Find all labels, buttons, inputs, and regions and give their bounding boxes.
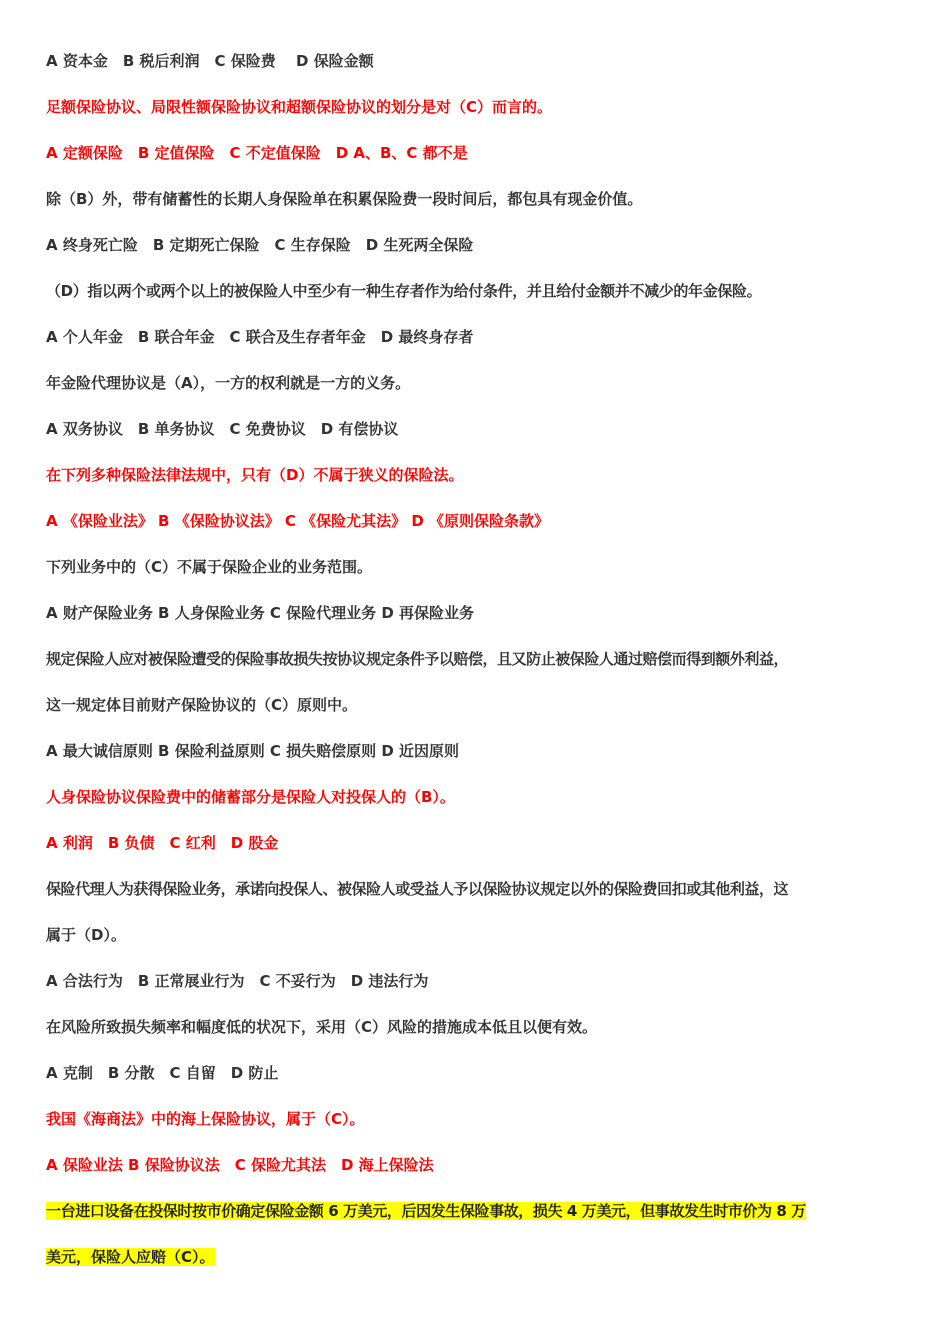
question-stem: 人身保险协议保险费中的储蓄部分是保险人对投保人的（B）。 <box>46 788 455 806</box>
question-stem: 在下列多种保险法律法规中，只有（D）不属于狭义的保险法。 <box>46 466 464 484</box>
question-options: A 双务协议 B 单务协议 C 免费协议 D 有偿协议 <box>46 420 399 438</box>
question-stem: 我国《海商法》中的海上保险协议，属于（C）。 <box>46 1110 365 1128</box>
question-options: A 个人年金 B 联合年金 C 联合及生存者年金 D 最终身存者 <box>46 328 474 346</box>
question-stem: 在风险所致损失频率和幅度低的状况下，采用（C）风险的措施成本低且以便有效。 <box>46 1018 598 1036</box>
question-options: A 合法行为 B 正常展业行为 C 不妥行为 D 违法行为 <box>46 972 429 990</box>
highlight-mark: 美元，保险人应赔（C）。 <box>46 1248 215 1266</box>
question-stem-continued: 这一规定体目前财产保险协议的（C）原则中。 <box>46 696 358 714</box>
question-stem: 除（B）外，带有储蓄性的长期人身保险单在积累保险费一段时间后，都包具有现金价值。 <box>46 190 643 208</box>
question-stem: （D）指以两个或两个以上的被保险人中至少有一种生存者作为给付条件，并且给付金额并不减少的年金保险。 <box>46 282 762 300</box>
highlighted-question-line-1 <box>46 1192 906 1238</box>
question-options: A 利润 B 负债 C 红利 D 股金 <box>46 834 279 852</box>
question-stem: 年金险代理协议是（A），一方的权利就是一方的义务。 <box>46 374 411 392</box>
question-options: A 资本金 B 税后利润 C 保险费 D 保险金额 <box>46 52 374 70</box>
question-stem: 保险代理人为获得保险业务，承诺向投保人、被保险人或受益人予以保险协议规定以外的保险费回扣或其他利益，这 <box>46 880 789 898</box>
question-stem: 下列业务中的（C）不属于保险企业的业务范围。 <box>46 558 373 576</box>
question-options: A 定额保险 B 定值保险 C 不定值保险 D A、B、C 都不是 <box>46 144 468 162</box>
question-stem: 规定保险人应对被保险遭受的保险事故损失按协议规定条件予以赔偿，且又防止被保险人通过赔偿而得到额外利益， <box>46 650 789 668</box>
question-options: A 保险业法 B 保险协议法 C 保险尤其法 D 海上保险法 <box>46 1156 434 1174</box>
question-options: A 克制 B 分散 C 自留 D 防止 <box>46 1064 279 1082</box>
question-options: A 《保险业法》 B 《保险协议法》 C 《保险尤其法》 D 《原则保险条款》 <box>46 512 550 530</box>
question-options: A 财产保险业务 B 人身保险业务 C 保险代理业务 D 再保险业务 <box>46 604 475 622</box>
question-options: A 终身死亡险 B 定期死亡保险 C 生存保险 D 生死两全保险 <box>46 236 474 254</box>
highlighted-question-line-2 <box>46 1238 906 1284</box>
question-stem-continued: 属于（D）。 <box>46 926 126 944</box>
question-stem: 足额保险协议、局限性额保险协议和超额保险协议的划分是对（C）而言的。 <box>46 98 553 116</box>
question-options: A 最大诚信原则 B 保险利益原则 C 损失赔偿原则 D 近因原则 <box>46 742 460 760</box>
document-page <box>46 42 906 1284</box>
highlight-mark: 一台进口设备在投保时按市价确定保险金额 6 万美元，后因发生保险事故，损失 4 万美元，但事故发生时市价为 8 万 <box>46 1202 806 1220</box>
